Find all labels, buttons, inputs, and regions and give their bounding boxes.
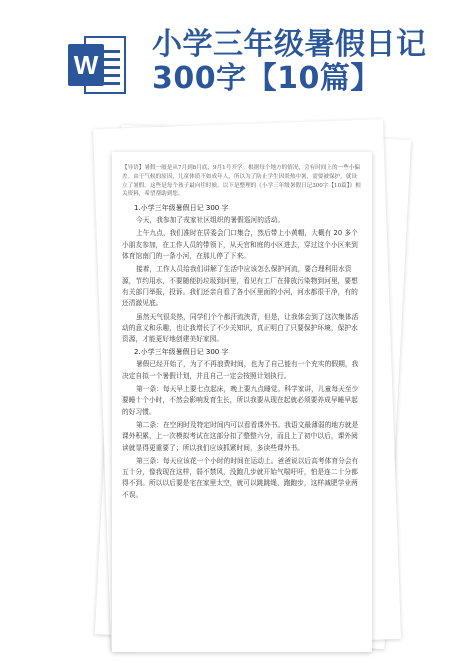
paragraph: 第三条：每天应该花一个小时的时间在运动上。爸爸说以后高考体育分会有五十分，像我现在这样，弱不禁风，没跑几步就开始气喘吁吁，怕是连二十分都得不到。所以以后要是宅在家里太空，就可以跳跳绳，跑跑步，这样减肥学业两不误。 (122, 456, 359, 499)
page-title: 小学三年级暑假日记300字【10篇】 (152, 27, 427, 96)
section-heading: 1.小学三年级暑假日记 300 字 (134, 204, 229, 213)
section-heading: 2.小学三年级暑假日记 300 字 (134, 348, 229, 357)
paragraph: 暑假已经开始了，为了不再浪费时间，也为了自己能有一个充实的假期，我决定自拟一个暑假计划，并且自己一定会按照计划执行。 (122, 360, 359, 380)
word-logo-letter: W (68, 44, 104, 86)
document-intro: 【导语】暑假一般是从7月到8月底，9月1号开学。根据每个地方的情况，会有时间上的一些小偏差。由于气候的原因，儿童体质不如成年人，所以为了防止学生因炎热中暑，需要被保护，就设立了暑假。这些是每个孩子最向往时候。以下是整理的《小学三年级暑假日记300字【10篇】》相关资料，希望帮助到您。 (122, 165, 361, 198)
word-icon (66, 32, 130, 102)
paragraph: 接着，工作人员给我们讲解了生活中应该怎么保护河流，要合理利用水资源，节约用水，不要随便扔垃圾到河里，看见有工厂在排放污染物到河里，要想有关部门举报，投诉。我们还亲自看了各小区里面的小河，河水都很干净，有的还清澈见底。 (122, 265, 358, 308)
paragraph: 上午九点，我们准时在居委会门口集合，然后带上小黄帽，大概有 20 多个小朋友参加，在工作人员的带领下，从天官和庭的小区进去，穿过这个小区来到体育馆南门的一条小河，在那儿停了下来。 (122, 229, 358, 261)
paragraph: 第一条：每天早上要七点起床，晚上要九点睡觉。科学家讲，儿童每天至少要睡十个小时，不然会影响发育生长，所以我要从现在起就必须要养成早睡早起的好习惯。 (122, 385, 359, 416)
paragraph: 今天，我参加了戎家社区组织的暑假巡河的活动。 (136, 216, 285, 225)
paragraph: 第二条：在空闲时及特定时间内可以看看课外书。我语文最薄弱的地方就是课外积累，上一次模拟考试在这部分扣了整整六分，而且上了初中以后，课外阅读就显得更重要了；所以我们应该抓紧时间，多读些课外书。 (122, 420, 359, 452)
document-preview (112, 152, 372, 652)
paragraph: 虽然天气很炎热，同学们个个都汗流浃背，但是，让我体会到了这次集体活动的意义和乐趣，也让我增长了不少关知识，真正明白了只要保护环境，保护水资源，才能更好地创建美好家园。 (122, 312, 359, 344)
